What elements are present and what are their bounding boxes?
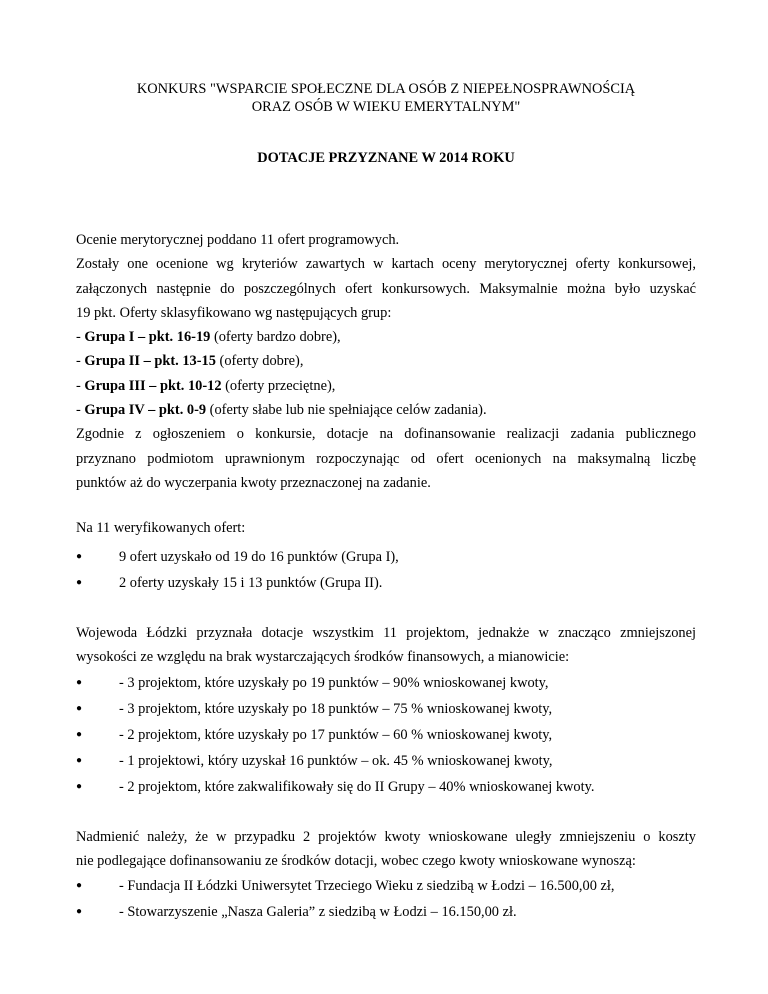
intro-line-1: Ocenie merytorycznej poddano 11 ofert programowych. [76,232,400,248]
intro-line-4: 19 pkt. Oferty sklasyfikowano wg następujących grup: [76,304,392,321]
group-description: (oferty przeciętne), [221,377,336,394]
page-title [76,80,696,116]
bullet-icon: ● [76,677,83,688]
list-item [76,545,696,569]
list-item [76,723,696,747]
title-line-2: ORAZ OSÓB W WIEKU EMERYTALNYM" [251,99,521,115]
verified-heading-block [76,516,696,540]
list-item-text: - 2 projektom, które zakwalifikowały się do II Grupy – 40% wnioskowanej kwoty. [119,779,595,795]
voivode-line-1: Wojewoda Łódzki przyznała dotacje wszystkim 11 projektom, jednakże w znacząco zmniejszonej [76,625,696,641]
group-description: (oferty bardzo dobre), [210,329,341,346]
group-label: Grupa II – pkt. 13-15 [84,353,216,370]
list-item [76,900,696,924]
list-item [76,697,696,721]
group-prefix: - [76,402,85,419]
verified-heading: Na 11 weryfikowanych ofert: [76,520,246,536]
group-item [76,374,696,398]
intro-paragraph [76,228,696,495]
list-item [76,571,696,595]
voivode-paragraph [76,621,696,670]
bullet-icon: ● [76,755,83,766]
note-paragraph [76,825,696,874]
list-item [76,874,696,898]
note-line-1: Nadmienić należy, że w przypadku 2 projektów kwoty wnioskowane uległy zmniejszeniu o koszty [76,829,696,845]
announcement-line-1: Zgodnie z ogłoszeniem o konkursie, dotacje na dofinansowanie realizacji zadania publicznego [76,426,696,443]
voivode-line-2: wysokości ze względu na brak wystarczających środków finansowych, a mianowicie: [76,649,570,666]
bullet-icon: ● [76,906,83,917]
note-line-2: nie podlegające dofinansowaniu ze środków dotacji, wobec czego kwoty wnioskowane wynoszą: [76,853,636,870]
group-prefix: - [76,377,85,394]
list-item-text: - 1 projektowi, który uzyskał 16 punktów – ok. 45 % wnioskowanej kwoty, [119,753,553,769]
group-prefix: - [76,329,85,346]
announcement-line-2: przyznano podmiotom uprawnionym rozpoczynając od ofert ocenionych na maksymalną liczbę [76,450,696,467]
list-item-text: 2 oferty uzyskały 15 i 13 punktów (Grupa II). [119,575,383,591]
bullet-icon: ● [76,577,83,588]
group-prefix: - [76,353,85,370]
intro-line-2: Zostały one ocenione wg kryteriów zawartych w kartach oceny merytorycznej oferty konkursowej, [76,256,696,273]
group-label: Grupa I – pkt. 16-19 [84,329,211,346]
group-description: (oferty słabe lub nie spełniające celów zadania). [206,402,487,419]
group-item [76,398,696,422]
bullet-icon: ● [76,703,83,714]
list-item [76,671,696,695]
list-item-text: - Fundacja II Łódzki Uniwersytet Trzeciego Wieku z siedzibą w Łodzi – 16.500,00 zł, [119,878,615,894]
list-item-text: - 3 projektom, które uzyskały po 18 punktów – 75 % wnioskowanej kwoty, [119,701,553,717]
bullet-icon: ● [76,551,83,562]
group-item [76,325,696,349]
group-description: (oferty dobre), [215,353,304,370]
group-item [76,349,696,373]
list-item-text: 9 ofert uzyskało od 19 do 16 punktów (Grupa I), [119,549,399,565]
title-line-1: KONKURS "WSPARCIE SPOŁECZNE DLA OSÓB Z NIEPEŁNOSPRAWNOŚCIĄ [136,81,636,97]
group-label: Grupa IV – pkt. 0-9 [84,402,207,419]
bullet-icon: ● [76,729,83,740]
bullet-icon: ● [76,781,83,792]
announcement-line-3: punktów aż do wyczerpania kwoty przeznaczonej na zadanie. [76,474,431,491]
list-item-text: - Stowarzyszenie „Nasza Galeria” z siedzibą w Łodzi – 16.150,00 zł. [119,904,517,920]
group-label: Grupa III – pkt. 10-12 [84,377,222,394]
bullet-icon: ● [76,880,83,891]
list-item [76,775,696,799]
list-item-text: - 3 projektom, które uzyskały po 19 punktów – 90% wnioskowanej kwoty, [119,675,549,691]
list-item-text: - 2 projektom, które uzyskały po 17 punktów – 60 % wnioskowanej kwoty, [119,727,553,743]
page-subtitle: DOTACJE PRZYZNANE W 2014 ROKU [257,150,515,166]
list-item [76,749,696,773]
intro-line-3: załączonych następnie do poszczególnych ofert konkursowych. Maksymalnie można było uzyskać [76,280,696,297]
